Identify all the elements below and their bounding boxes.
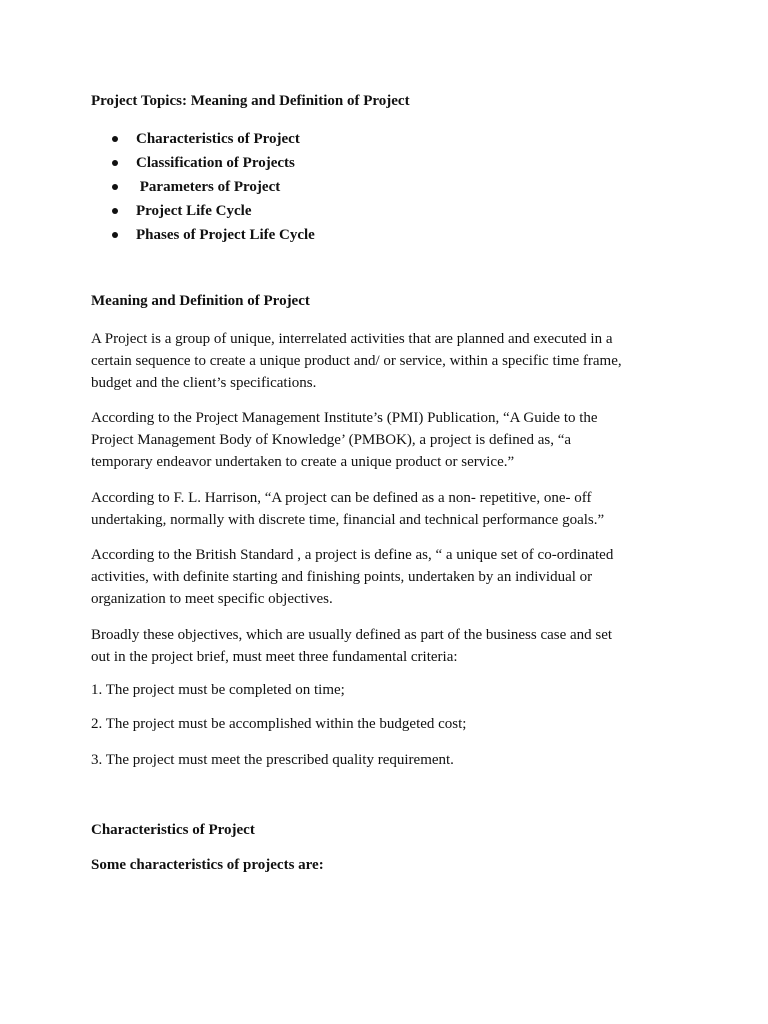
list-item: Characteristics of Project: [112, 128, 315, 152]
paragraph-definition: A Project is a group of unique, interrelated activities that are planned and executed in a certain sequence to create a unique product and/ or service, within a specific time frame, budget and the client’s specifications.: [91, 331, 622, 391]
section-heading-characteristics: Characteristics of Project: [91, 822, 255, 838]
list-item: Phases of Project Life Cycle: [112, 224, 315, 248]
section-intro: Some characteristics of projects are:: [91, 857, 324, 873]
bullet-icon: [112, 232, 118, 238]
bullet-icon: [112, 136, 118, 142]
list-item: Parameters of Project: [112, 176, 315, 200]
criteria-item-2: 2. The project must be accomplished within the budgeted cost;: [91, 716, 467, 732]
paragraph-british-standard: According to the British Standard , a project is define as, “ a unique set of co-ordinated activities, with definite starting and finishing points, undertaken by an individual or organization to meet specific objectives.: [91, 547, 614, 607]
list-item: Project Life Cycle: [112, 200, 315, 224]
criteria-item-1: 1. The project must be completed on time;: [91, 682, 345, 698]
paragraph-objectives: Broadly these objectives, which are usually defined as part of the business case and set out in the project brief, must meet three fundamental criteria:: [91, 627, 613, 665]
list-item: Classification of Projects: [112, 152, 315, 176]
section-heading-meaning: Meaning and Definition of Project: [91, 293, 310, 309]
bullet-icon: [112, 208, 118, 214]
page-title: Project Topics: Meaning and Definition of Project: [91, 93, 410, 109]
bullet-icon: [112, 184, 118, 190]
topic-list: [112, 128, 315, 248]
paragraph-harrison: According to F. L. Harrison, “A project can be defined as a non- repetitive, one- off undertaking, normally with discrete time, financial and technical performance goals.”: [91, 490, 605, 528]
bullet-icon: [112, 160, 118, 166]
criteria-item-3: 3. The project must meet the prescribed quality requirement.: [91, 752, 454, 768]
paragraph-pmi: According to the Project Management Institute’s (PMI) Publication, “A Guide to the Project Management Body of Knowledge’ (PMBOK), a project is defined as, “a temporary endeavor undertaken to create a unique product or service.”: [91, 410, 598, 470]
